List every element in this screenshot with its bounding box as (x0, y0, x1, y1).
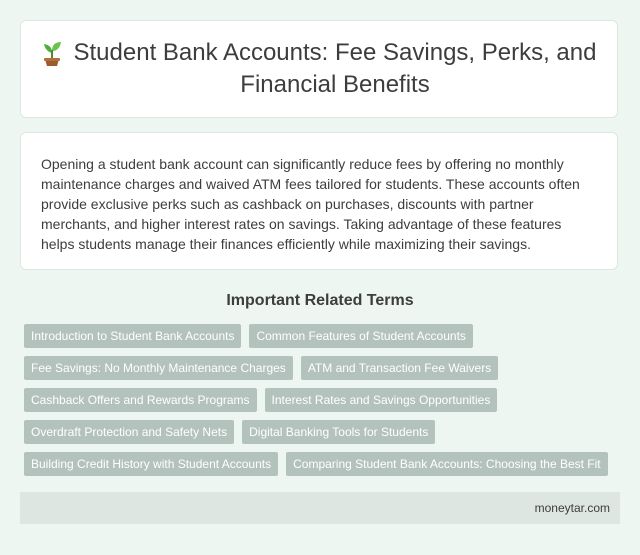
related-terms-list (24, 324, 620, 476)
summary-text: Opening a student bank account can significantly reduce fees by offering no monthly maintenance charges and waived ATM fees tailored for students. These accounts often provide exclusive perks such as cashback on purchases, discounts with partner merchants, and higher interest rates on savings. Taking advantage of these features helps students manage their finances efficiently while maximizing their savings. (41, 156, 580, 252)
related-term-tag[interactable]: Digital Banking Tools for Students (242, 420, 435, 444)
related-term-tag[interactable]: Cashback Offers and Rewards Programs (24, 388, 257, 412)
footer-site-link[interactable]: moneytar.com (534, 501, 610, 515)
related-term-tag[interactable]: Building Credit History with Student Accounts (24, 452, 278, 476)
related-term-tag[interactable]: Common Features of Student Accounts (249, 324, 472, 348)
related-term-tag[interactable]: Comparing Student Bank Accounts: Choosing the Best Fit (286, 452, 608, 476)
page-title: Student Bank Accounts: Fee Savings, Perks, and Financial Benefits (73, 39, 597, 98)
related-terms-heading: Important Related Terms (226, 292, 414, 309)
title-wrap (39, 37, 599, 101)
summary-card (20, 132, 618, 270)
related-term-tag[interactable]: Overdraft Protection and Safety Nets (24, 420, 234, 444)
related-term-tag[interactable]: Interest Rates and Savings Opportunities (265, 388, 498, 412)
footer (20, 492, 620, 524)
related-term-tag[interactable]: Fee Savings: No Monthly Maintenance Charges (24, 356, 293, 380)
sprout-icon (39, 37, 65, 67)
related-term-tag[interactable]: Introduction to Student Bank Accounts (24, 324, 241, 348)
related-term-tag[interactable]: ATM and Transaction Fee Waivers (301, 356, 498, 380)
title-card (20, 20, 618, 118)
